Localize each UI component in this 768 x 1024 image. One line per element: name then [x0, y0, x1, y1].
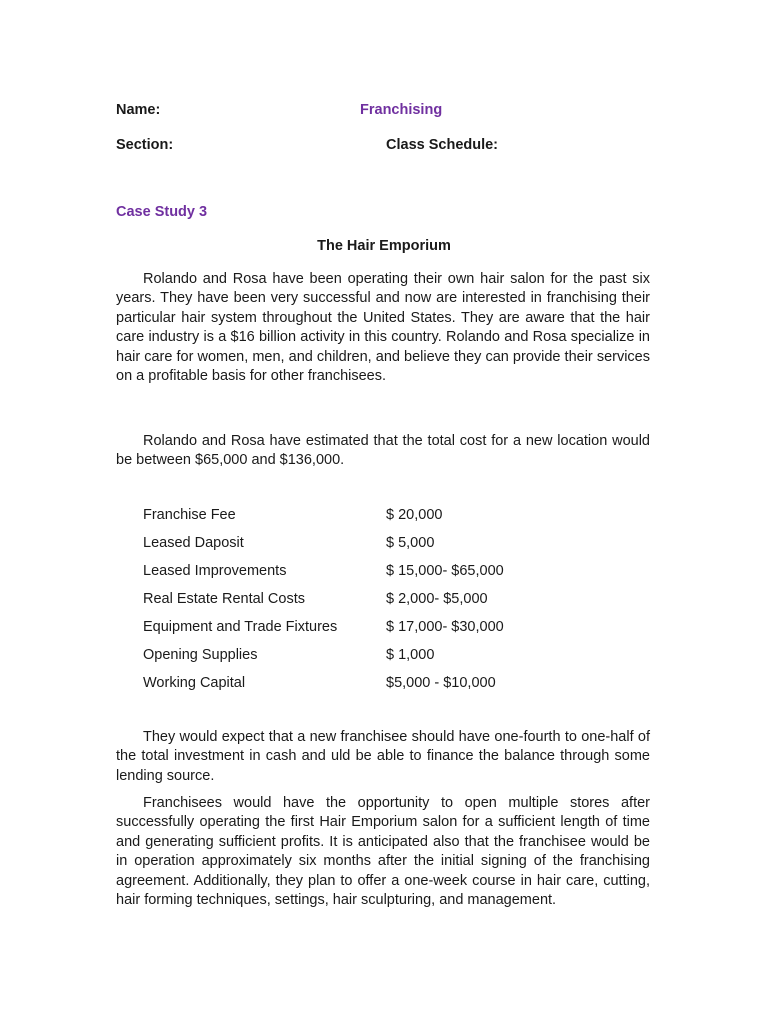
section-label: Section: [116, 137, 174, 153]
investment-paragraph: They would expect that a new franchisee should have one-fourth to one-half of the total investment in cash and uld be able to finance the balance through some lending source. [116, 729, 650, 784]
case-title: The Hair Emporium [317, 238, 451, 254]
cost-item-label: Franchise Fee [143, 507, 236, 523]
cost-item-amount: $ 17,000- $30,000 [386, 619, 504, 635]
cost-item-label: Working Capital [143, 675, 246, 691]
cost-item-amount: $5,000 - $10,000 [386, 675, 496, 691]
cost-item-label: Real Estate Rental Costs [143, 591, 305, 607]
cost-item-amount: $ 20,000 [386, 507, 443, 523]
cost-row [0, 647, 768, 667]
cost-row [0, 619, 768, 639]
cost-row [0, 591, 768, 611]
cost-item-label: Equipment and Trade Fixtures [143, 619, 338, 635]
cost-item-label: Opening Supplies [143, 647, 258, 663]
cost-item-amount: $ 5,000 [386, 535, 435, 551]
course-title: Franchising [360, 102, 443, 118]
cost-row [0, 535, 768, 555]
cost-row [0, 507, 768, 527]
cost-estimate-paragraph: Rolando and Rosa have estimated that the total cost for a new location would be between $65,000 and $136,000. [116, 433, 650, 469]
cost-item-amount: $ 1,000 [386, 647, 435, 663]
cost-row [0, 563, 768, 583]
case-study-label: Case Study 3 [116, 204, 208, 220]
cost-item-label: Leased Daposit [143, 535, 244, 551]
cost-item-amount: $ 2,000- $5,000 [386, 591, 488, 607]
class-schedule-label: Class Schedule: [386, 137, 499, 153]
name-label: Name: [116, 102, 161, 118]
cost-item-label: Leased Improvements [143, 563, 287, 579]
cost-item-amount: $ 15,000- $65,000 [386, 563, 504, 579]
cost-row [0, 675, 768, 695]
multiple-stores-paragraph: Franchisees would have the opportunity to open multiple stores after successfully operating the first Hair Emporium salon for a sufficient length of time and generating sufficient profits. It is anticipated also that the franchisee would be in operation approximately six months after the initial signing of the franchising agreement. Additionally, they plan to offer a one-week course in hair care, cutting, hair forming techniques, settings, hair sculpturing, and management. [116, 795, 650, 909]
intro-paragraph: Rolando and Rosa have been operating their own hair salon for the past six years. They have been very successful and now are interested in franchising their particular hair system throughout the United States. They are aware that the hair care industry is a $16 billion activity in this country. Rolando and Rosa specialize in hair care for women, men, and children, and believe they can provide their services on a profitable basis for other franchisees. [116, 271, 650, 385]
